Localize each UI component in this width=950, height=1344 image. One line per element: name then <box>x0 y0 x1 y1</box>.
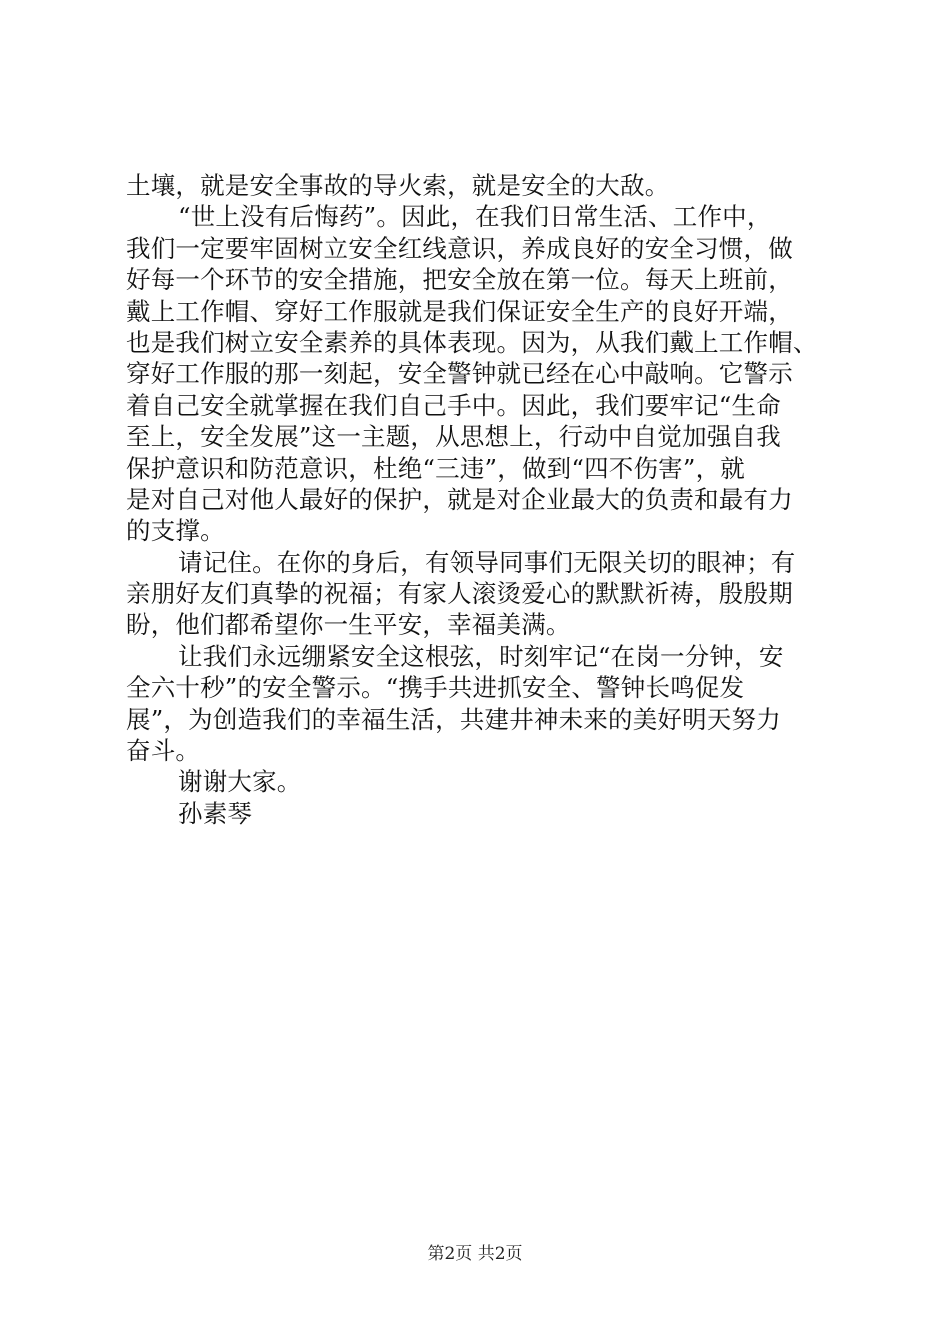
text-line: 是对自己对他人最好的保护，就是对企业最大的负责和最有力 <box>126 484 793 514</box>
text-line: 盼，他们都希望你一生平安，幸福美满。 <box>126 610 571 640</box>
page-footer: 第2页 共2页 <box>427 1244 523 1264</box>
text-line: 着自己安全就掌握在我们自己手中。因此，我们要牢记“生命 <box>126 390 781 420</box>
text-line: 穿好工作服的那一刻起，安全警钟就已经在心中敲响。它警示 <box>126 359 793 389</box>
text-line: 也是我们树立安全素养的具体表现。因为，从我们戴上工作帽、 <box>126 327 818 357</box>
text-line: 让我们永远绷紧安全这根弦，时刻牢记“在岗一分钟，安 <box>178 641 784 671</box>
text-line: 土壤，就是安全事故的导火索，就是安全的大敌。 <box>126 171 670 200</box>
document-body <box>126 170 856 829</box>
text-line: 至上，安全发展”这一主题，从思想上，行动中自觉加强自我 <box>126 422 781 452</box>
text-line: 戴上工作帽、穿好工作服就是我们保证安全生产的良好开端， <box>126 296 793 326</box>
closing-line: 谢谢大家。 <box>178 767 302 797</box>
text-line: 请记住。在你的身后，有领导同事们无限关切的眼神；有 <box>178 547 796 577</box>
text-line: 展”，为创造我们的幸福生活，共建井神未来的美好明天努力 <box>126 704 781 734</box>
text-line: 亲朋好友们真挚的祝福；有家人滚烫爱心的默默祈祷，殷殷期 <box>126 579 793 609</box>
text-line: 保护意识和防范意识，杜绝“三违”，做到“四不伤害”，就 <box>126 453 745 483</box>
text-line: 全六十秒”的安全警示。“携手共进抓安全、警钟长鸣促发 <box>126 673 745 703</box>
text-line: 好每一个环节的安全措施，把安全放在第一位。每天上班前， <box>126 265 793 295</box>
text-line: 奋斗。 <box>126 736 201 766</box>
author-name: 孙素琴 <box>178 798 253 828</box>
text-line: 我们一定要牢固树立安全红线意识，养成良好的安全习惯，做 <box>126 233 793 263</box>
text-line: 的支撑。 <box>126 516 225 546</box>
text-line: “世上没有后悔药”。因此，在我们日常生活、工作中， <box>178 202 772 232</box>
